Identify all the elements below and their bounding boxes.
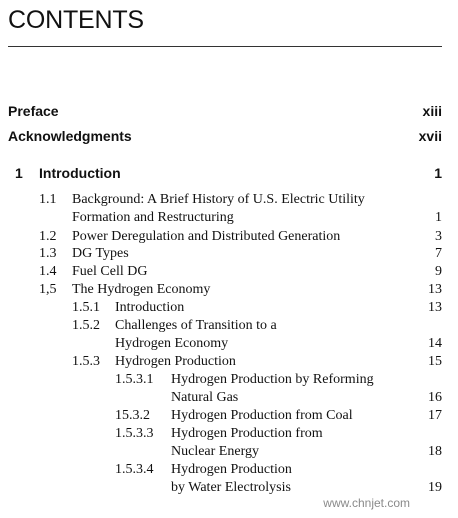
toc-entry[interactable] xyxy=(0,263,458,281)
toc-entry-number: 1.5.1 xyxy=(72,300,100,315)
toc-entry-text: Formation and Restructuring xyxy=(72,210,234,225)
toc-entry[interactable] xyxy=(0,479,458,497)
toc-entry[interactable] xyxy=(0,371,458,389)
toc-entry[interactable] xyxy=(0,353,458,371)
toc-entry-number: 1,5 xyxy=(39,282,57,297)
toc-entry-page: 13 xyxy=(428,282,442,297)
watermark: www.chnjet.com xyxy=(323,496,410,510)
toc-entry-page: 7 xyxy=(435,246,442,261)
toc-entry-text: Hydrogen Production xyxy=(115,354,236,369)
toc-entry-number: 1.4 xyxy=(39,264,57,279)
toc-entry-page: 13 xyxy=(428,300,442,315)
toc-entry-text: Hydrogen Production from Coal xyxy=(171,408,353,423)
toc-entry-number: 1.5.2 xyxy=(72,318,100,333)
title-rule xyxy=(8,46,442,47)
toc-entry-page: 15 xyxy=(428,354,442,369)
toc-page: xiii xyxy=(422,103,442,119)
toc-entry-text: Nuclear Energy xyxy=(171,444,259,459)
page-title: CONTENTS xyxy=(8,6,144,34)
toc-entry-page: 18 xyxy=(428,444,442,459)
toc-entry[interactable] xyxy=(0,209,458,227)
toc-chapter-1[interactable] xyxy=(0,164,458,182)
toc-entry-page: 3 xyxy=(435,229,442,244)
toc-page: xvii xyxy=(418,128,442,144)
toc-entry-page: 19 xyxy=(428,480,442,495)
toc-entry-text: Background: A Brief History of U.S. Electric Utility xyxy=(72,192,365,207)
chapter-page: 1 xyxy=(434,165,442,181)
toc-label: Preface xyxy=(8,103,59,119)
toc-entry-text: by Water Electrolysis xyxy=(171,480,291,495)
toc-entry-page: 9 xyxy=(435,264,442,279)
toc-entry-text: Hydrogen Production by Reforming xyxy=(171,372,374,387)
toc-entry-text: Power Deregulation and Distributed Generation xyxy=(72,229,341,244)
toc-entry-acknowledgments[interactable] xyxy=(0,127,458,145)
toc-entry-number: 1.5.3.4 xyxy=(115,462,154,477)
toc-entry-text: Fuel Cell DG xyxy=(72,264,148,279)
toc-entry[interactable] xyxy=(0,461,458,479)
toc-entry-number: 1.3 xyxy=(39,246,57,261)
toc-entry-number: 1.1 xyxy=(39,192,57,207)
toc-entry[interactable] xyxy=(0,425,458,443)
toc-entry[interactable] xyxy=(0,317,458,335)
toc-label: Acknowledgments xyxy=(8,128,132,144)
toc-entry-page: 14 xyxy=(428,336,442,351)
toc-entry-number: 1.5.3.3 xyxy=(115,426,154,441)
toc-entry[interactable] xyxy=(0,443,458,461)
toc-entry-text: Hydrogen Economy xyxy=(115,336,229,351)
toc-entry-number: 15.3.2 xyxy=(115,408,150,423)
toc-entry-page: 16 xyxy=(428,390,442,405)
toc-entry-text: The Hydrogen Economy xyxy=(72,282,211,297)
toc-entry[interactable] xyxy=(0,228,458,246)
toc-entry-preface[interactable] xyxy=(0,102,458,120)
toc-entry[interactable] xyxy=(0,407,458,425)
toc-entry[interactable] xyxy=(0,335,458,353)
toc-entry-text: Hydrogen Production from xyxy=(171,426,323,441)
toc-entry-text: DG Types xyxy=(72,246,129,261)
toc-entry-text: Introduction xyxy=(115,300,185,315)
toc-entry-text: Challenges of Transition to a xyxy=(115,318,277,333)
toc-entry-number: 1.2 xyxy=(39,229,57,244)
toc-entry[interactable] xyxy=(0,299,458,317)
toc-entry[interactable] xyxy=(0,281,458,299)
toc-entry-page: 17 xyxy=(428,408,442,423)
toc-entry[interactable] xyxy=(0,191,458,209)
toc-entry-text: Hydrogen Production xyxy=(171,462,292,477)
toc-entry[interactable] xyxy=(0,389,458,407)
toc-entry-number: 1.5.3 xyxy=(72,354,100,369)
toc-entry-number: 1.5.3.1 xyxy=(115,372,154,387)
toc-entry-page: 1 xyxy=(435,210,442,225)
chapter-title: Introduction xyxy=(39,165,121,181)
chapter-number: 1 xyxy=(15,165,23,181)
toc-entry[interactable] xyxy=(0,245,458,263)
toc-entry-text: Natural Gas xyxy=(171,390,239,405)
